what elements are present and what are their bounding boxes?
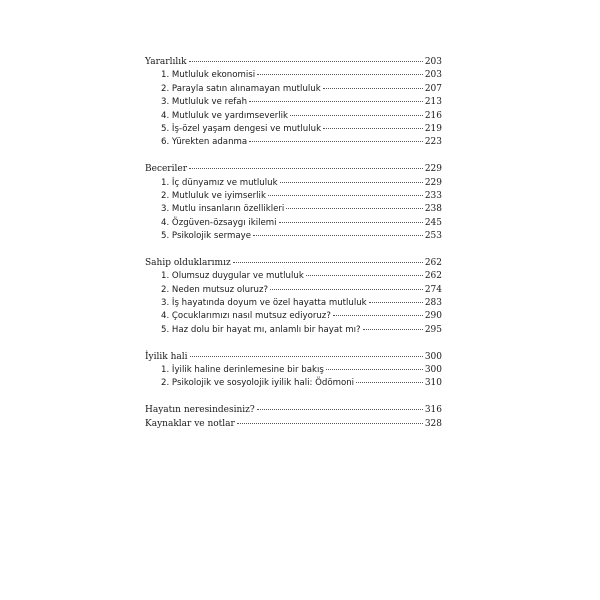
toc-page-number: 310 [424,378,442,389]
toc-entry-row [145,190,442,203]
dot-leader [363,329,423,330]
toc-entry-title: 5. İş-özel yaşam dengesi ve mutluluk [161,123,322,134]
toc-page-number: 203 [424,70,442,81]
toc-entry-row [145,310,442,323]
toc-entry-row [145,270,442,283]
toc-page-number: 238 [424,204,442,215]
toc-entry-title: 4. Mutluluk ve yardımseverlik [161,110,289,121]
toc-entry-title: 4. Çocuklarımızı nasıl mutsuz ediyoruz? [161,311,331,322]
toc-entry-row [145,284,442,297]
toc-page-number: 233 [424,190,442,201]
toc-page-number: 245 [424,217,442,228]
toc-chapter-row [145,257,442,270]
toc-entry-title: 2. Mutluluk ve iyimserlik [161,190,266,201]
toc-entry-row [145,377,442,390]
toc-chapter-row [145,418,442,431]
toc-entry-title: 2. Neden mutsuz oluruz? [161,284,269,295]
toc-chapter-row [145,163,442,176]
toc-entry-row [145,83,442,96]
dot-leader [249,141,423,142]
dot-leader [290,115,423,116]
toc-entry-title: 5. Psikolojik sermaye [161,231,252,242]
toc-entry-title: 3. İş hayatında doyum ve özel hayatta mutluluk [161,298,367,309]
toc-page-number: 219 [424,123,442,134]
dot-leader [257,409,423,410]
toc-chapter-row [145,56,442,69]
toc-entry-row [145,297,442,310]
toc-section-yararlilik [145,56,442,150]
toc-page-number: 262 [424,271,442,282]
dot-leader [279,222,423,223]
toc-entry-title: 5. Haz dolu bir hayat mı, anlamlı bir hayat mı? [161,324,361,335]
toc-page-number: 229 [424,177,442,188]
dot-leader [249,101,423,102]
toc-entry-row [145,136,442,149]
toc-section-sahip-olduklarimiz [145,257,442,337]
dot-leader [369,302,423,303]
toc-entry-row [145,364,442,377]
toc-entry-title: 1. İyilik haline derinlemesine bir bakış [161,364,324,375]
toc-entry-title: 2. Parayla satın alınamayan mutluluk [161,83,321,94]
toc-entry-title: 1. Olumsuz duygular ve mutluluk [161,271,304,282]
dot-leader [286,208,423,209]
dot-leader [257,74,423,75]
toc-section-closing [145,404,442,431]
dot-leader [270,289,423,290]
toc-chapter-title: Hayatın neresindesiniz? [145,405,255,416]
dot-leader [280,182,423,183]
dot-leader [323,88,423,89]
toc-page-number: 290 [424,311,442,322]
toc-entry-title: 2. Psikolojik ve sosyolojik iyilik hali: Ödömoni [161,378,355,389]
toc-page-number: 213 [424,97,442,108]
dot-leader [190,356,423,357]
toc-entry-row [145,177,442,190]
toc-entry-row [145,203,442,216]
toc-entry-title: 3. Mutluluk ve refah [161,97,248,108]
dot-leader [189,61,423,62]
toc-chapter-row [145,404,442,417]
toc-page-number: 207 [424,83,442,94]
dot-leader [306,275,423,276]
toc-chapter-title: Yararlılık [145,57,187,67]
dot-leader [189,168,423,169]
toc-page-number: 316 [424,405,442,416]
dot-leader [253,235,423,236]
dot-leader [356,382,423,383]
toc-entry-row [145,217,442,230]
table-of-contents [145,56,442,444]
toc-entry-title: 4. Özgüven-özsaygı ikilemi [161,217,277,228]
toc-page-number: 300 [424,351,442,362]
toc-page-number: 253 [424,231,442,242]
toc-section-beceriler [145,163,442,243]
dot-leader [237,423,423,424]
toc-chapter-title: İyilik hali [145,351,188,362]
toc-entry-row [145,324,442,337]
toc-page-number: 223 [424,137,442,148]
toc-entry-row [145,69,442,82]
toc-entry-title: 6. Yürekten adanma [161,137,248,148]
toc-entry-row [145,96,442,109]
toc-entry-row [145,230,442,243]
toc-entry-row [145,110,442,123]
toc-page-number: 283 [424,298,442,309]
toc-entry-row [145,123,442,136]
dot-leader [326,369,423,370]
toc-page-number: 274 [424,284,442,295]
toc-page-number: 262 [424,257,442,268]
toc-chapter-row [145,351,442,364]
toc-page-number: 203 [424,57,442,67]
dot-leader [268,195,423,196]
toc-entry-title: 1. İç dünyamız ve mutluluk [161,177,278,188]
toc-section-iyilik-hali [145,351,442,391]
toc-page-number: 300 [424,364,442,375]
toc-page-number: 295 [424,324,442,335]
dot-leader [323,128,423,129]
toc-page-number: 328 [424,418,442,429]
toc-entry-title: 3. Mutlu insanların özellikleri [161,204,285,215]
toc-entry-title: 1. Mutluluk ekonomisi [161,70,256,81]
toc-chapter-title: Kaynaklar ve notlar [145,418,235,429]
dot-leader [333,315,423,316]
toc-page-number: 216 [424,110,442,121]
toc-chapter-title: Beceriler [145,164,187,175]
dot-leader [233,262,423,263]
toc-chapter-title: Sahip olduklarımız [145,257,231,268]
toc-page-number: 229 [424,164,442,175]
